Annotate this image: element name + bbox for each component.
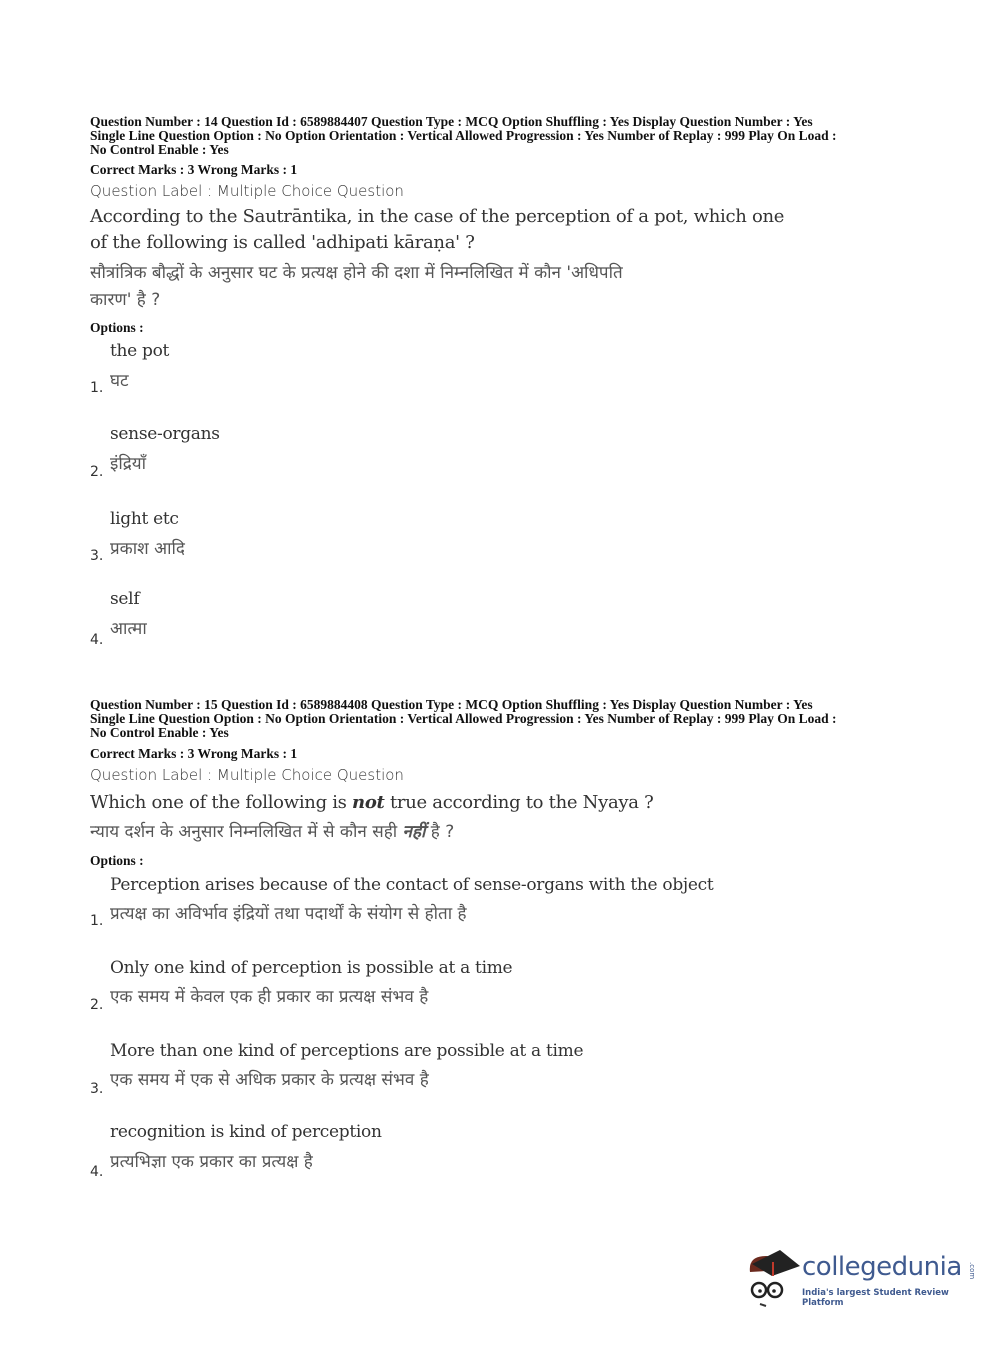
option-number: 4. bbox=[90, 1164, 104, 1180]
question-text-english: Which one of the following is not true according to the Nyaya ? bbox=[90, 792, 654, 813]
option-text-hindi: आत्मा bbox=[110, 619, 147, 639]
option-text-hindi: प्रत्यभिज्ञा एक प्रकार का प्रत्यक्ष है bbox=[110, 1152, 313, 1172]
question-text-english: According to the Sautrāntika, in the case of the perception of a pot, which one bbox=[90, 206, 785, 227]
option-text-hindi: एक समय में एक से अधिक प्रकार के प्रत्यक्ष संभव है bbox=[110, 1070, 429, 1090]
option-text-hindi: एक समय में केवल एक ही प्रकार का प्रत्यक्ष संभव है bbox=[110, 987, 429, 1007]
question-text-hindi: सौत्रांत्रिक बौद्धों के अनुसार घट के प्रत्यक्ष होने की दशा में निम्नलिखित में कौन 'अधिपति bbox=[90, 263, 623, 283]
question-text-hindi: कारण' है ? bbox=[90, 290, 161, 310]
option-text-hindi: इंद्रियाँ bbox=[110, 454, 147, 474]
option-text-english: Only one kind of perception is possible at a time bbox=[110, 958, 513, 978]
option-text-english: self bbox=[110, 589, 140, 609]
question-meta-line: No Control Enable : Yes bbox=[90, 142, 229, 157]
options-label: Options : bbox=[90, 853, 144, 868]
option-text-english: More than one kind of perceptions are possible at a time bbox=[110, 1041, 584, 1061]
option-number: 3. bbox=[90, 548, 104, 564]
option-text-hindi: प्रकाश आदि bbox=[110, 539, 185, 559]
question-text-hindi: न्याय दर्शन के अनुसार निम्नलिखित में से कौन सही नहीं है ? bbox=[90, 822, 455, 842]
logo-suffix: .com bbox=[968, 1262, 976, 1280]
option-text-hindi: घट bbox=[110, 371, 129, 391]
option-number: 3. bbox=[90, 1081, 104, 1097]
question-meta-line: Single Line Question Option : No Option Orientation : Vertical Allowed Progression : Yes Number of Replay : 999 Play On Load : bbox=[90, 128, 837, 143]
option-number: 4. bbox=[90, 632, 104, 648]
question-text-english: of the following is called 'adhipati kāraṇa' ? bbox=[90, 232, 475, 253]
option-text-english: light etc bbox=[110, 509, 179, 529]
question-label: Question Label : Multiple Choice Question bbox=[90, 182, 404, 200]
option-text-english: sense-organs bbox=[110, 424, 220, 444]
question-meta-line: No Control Enable : Yes bbox=[90, 725, 229, 740]
logo-wordmark: collegedunia bbox=[802, 1252, 962, 1282]
marks-info: Correct Marks : 3 Wrong Marks : 1 bbox=[90, 746, 298, 761]
options-label: Options : bbox=[90, 320, 144, 335]
collegedunia-logo bbox=[742, 1250, 976, 1310]
logo-tagline: India's largest Student Review Platform bbox=[802, 1288, 949, 1308]
question-meta-line: Question Number : 15 Question Id : 6589884408 Question Type : MCQ Option Shuffling : Yes Display Question Number : Yes bbox=[90, 697, 813, 712]
question-label: Question Label : Multiple Choice Question bbox=[90, 766, 404, 784]
marks-info: Correct Marks : 3 Wrong Marks : 1 bbox=[90, 162, 298, 177]
option-number: 2. bbox=[90, 997, 104, 1013]
question-meta-line: Single Line Question Option : No Option Orientation : Vertical Allowed Progression : Yes Number of Replay : 999 Play On Load : bbox=[90, 711, 837, 726]
mascot-icon bbox=[742, 1250, 802, 1310]
option-text-english: the pot bbox=[110, 341, 170, 361]
option-text-hindi: प्रत्यक्ष का अविर्भाव इंद्रियों तथा पदार्थों के संयोग से होता है bbox=[110, 904, 467, 924]
question-meta-line: Question Number : 14 Question Id : 6589884407 Question Type : MCQ Option Shuffling : Yes Display Question Number : Yes bbox=[90, 114, 813, 129]
option-number: 2. bbox=[90, 464, 104, 480]
option-text-english: recognition is kind of perception bbox=[110, 1122, 382, 1142]
option-number: 1. bbox=[90, 380, 104, 396]
option-number: 1. bbox=[90, 913, 104, 929]
option-text-english: Perception arises because of the contact of sense-organs with the object bbox=[110, 875, 714, 895]
